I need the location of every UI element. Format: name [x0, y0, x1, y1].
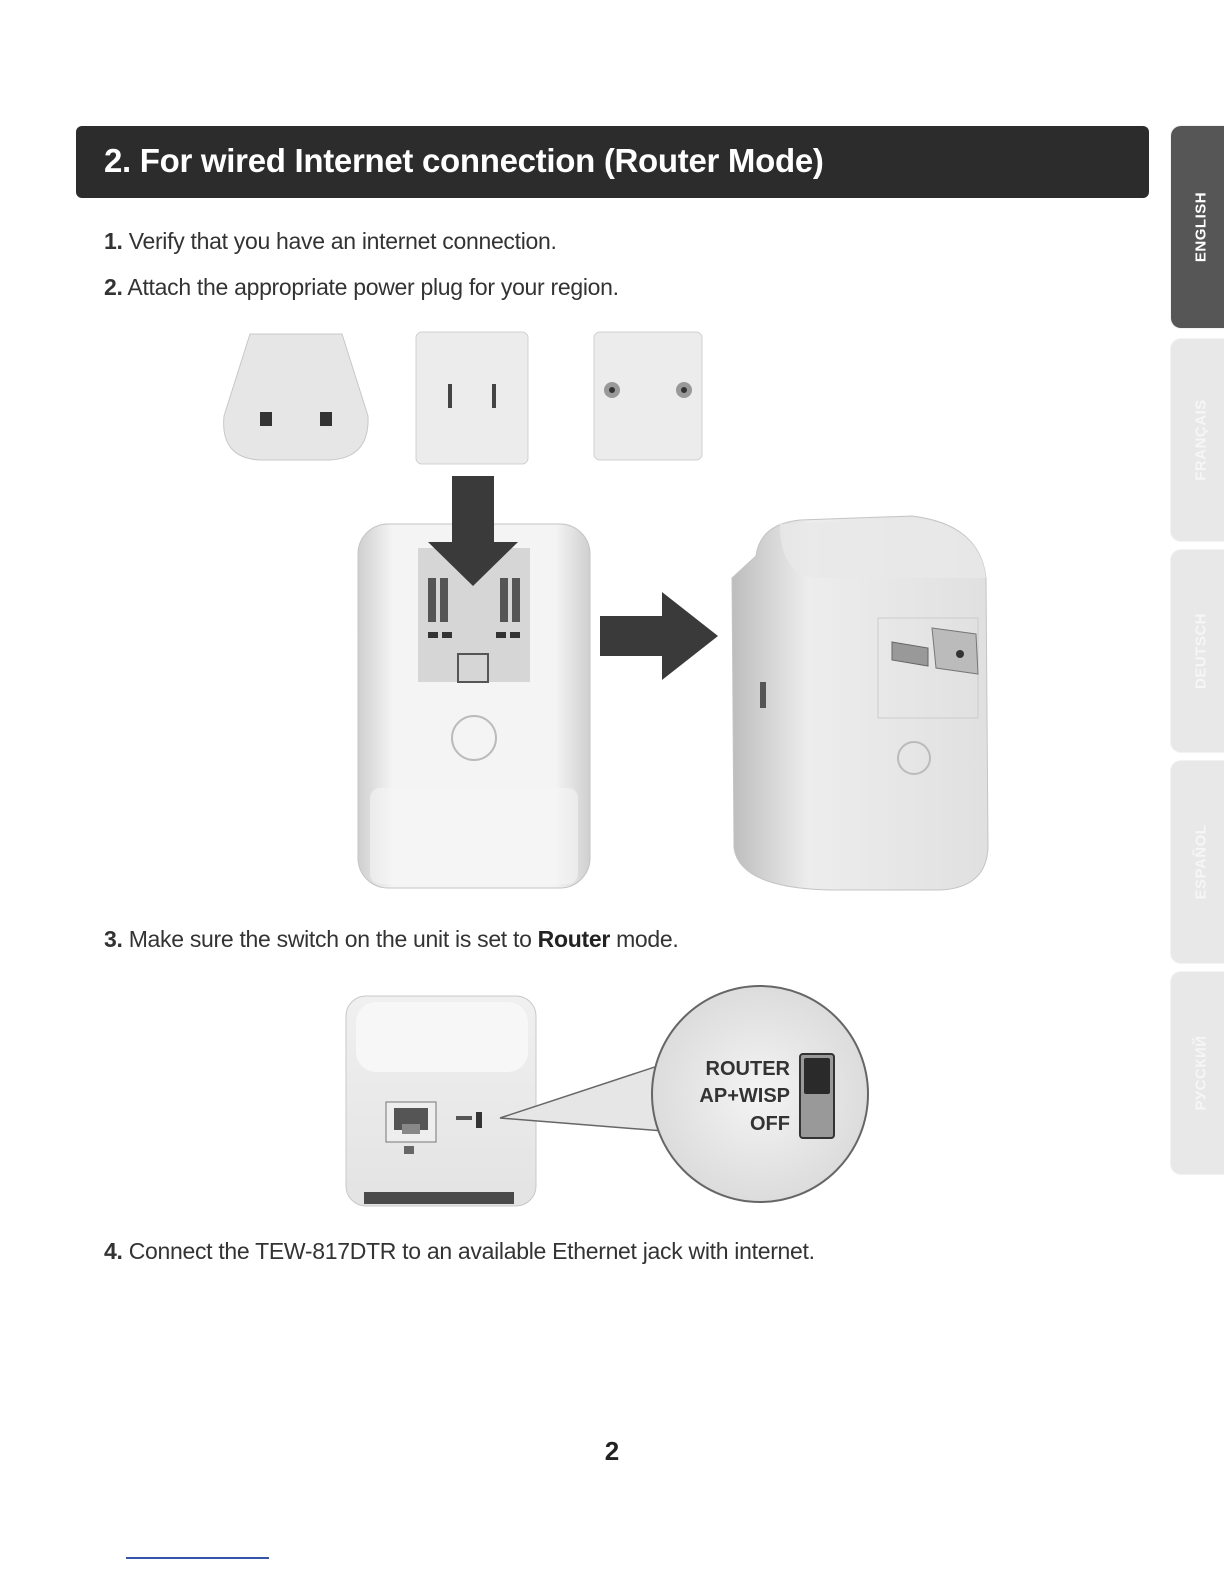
step-4 — [104, 1238, 815, 1265]
tab-label: FRANÇAIS — [1192, 399, 1210, 481]
step-text: Connect the TEW-817DTR to an available Ethernet jack with internet. — [128, 1238, 815, 1264]
tab-label: ENGLISH — [1192, 191, 1210, 263]
step-text: Verify that you have an internet connection. — [128, 228, 557, 254]
step-number: 1. — [104, 228, 123, 254]
step-2 — [104, 274, 619, 301]
router-bottom-view — [346, 996, 536, 1206]
page-number: 2 — [604, 1436, 620, 1466]
tab-francais[interactable] — [1171, 339, 1224, 541]
section-title: 2. For wired Internet connection (Router Mode) — [104, 142, 824, 179]
arrow-right-icon — [600, 592, 718, 680]
step-number: 2. — [104, 274, 123, 300]
uk-plug-icon — [224, 334, 368, 460]
step-number: 4. — [104, 1238, 123, 1264]
section-header — [76, 126, 1149, 198]
eu-plug-icon — [594, 332, 702, 460]
footer-divider — [126, 1557, 269, 1559]
tab-label: DEUTSCH — [1192, 612, 1210, 690]
tab-russian[interactable] — [1171, 972, 1224, 1174]
step-text: Attach the appropriate power plug for your region. — [127, 274, 619, 300]
step-3 — [104, 926, 679, 953]
tab-deutsch[interactable] — [1171, 550, 1224, 752]
power-plug-illustration — [220, 328, 1010, 900]
mode-switch-illustration — [340, 984, 872, 1212]
router-side-view — [732, 516, 988, 890]
label-off: OFF — [750, 1113, 790, 1135]
router-mode-emphasis: Router — [537, 926, 610, 952]
step-text-after: mode. — [609, 926, 679, 952]
tab-label: ESPAÑOL — [1192, 824, 1210, 900]
us-plug-icon — [416, 332, 528, 464]
switch-slider-icon — [804, 1058, 830, 1094]
step-number: 3. — [104, 926, 123, 952]
label-ap-wisp: AP+WISP — [699, 1085, 790, 1107]
tab-english[interactable] — [1171, 126, 1224, 328]
tab-label: РУССКИЙ — [1192, 1035, 1210, 1111]
step-text-before: Make sure the switch on the unit is set to — [128, 926, 538, 952]
tab-espanol[interactable] — [1171, 761, 1224, 963]
label-router: ROUTER — [705, 1058, 790, 1080]
switch-zoom-callout — [652, 986, 868, 1202]
step-1 — [104, 228, 557, 255]
